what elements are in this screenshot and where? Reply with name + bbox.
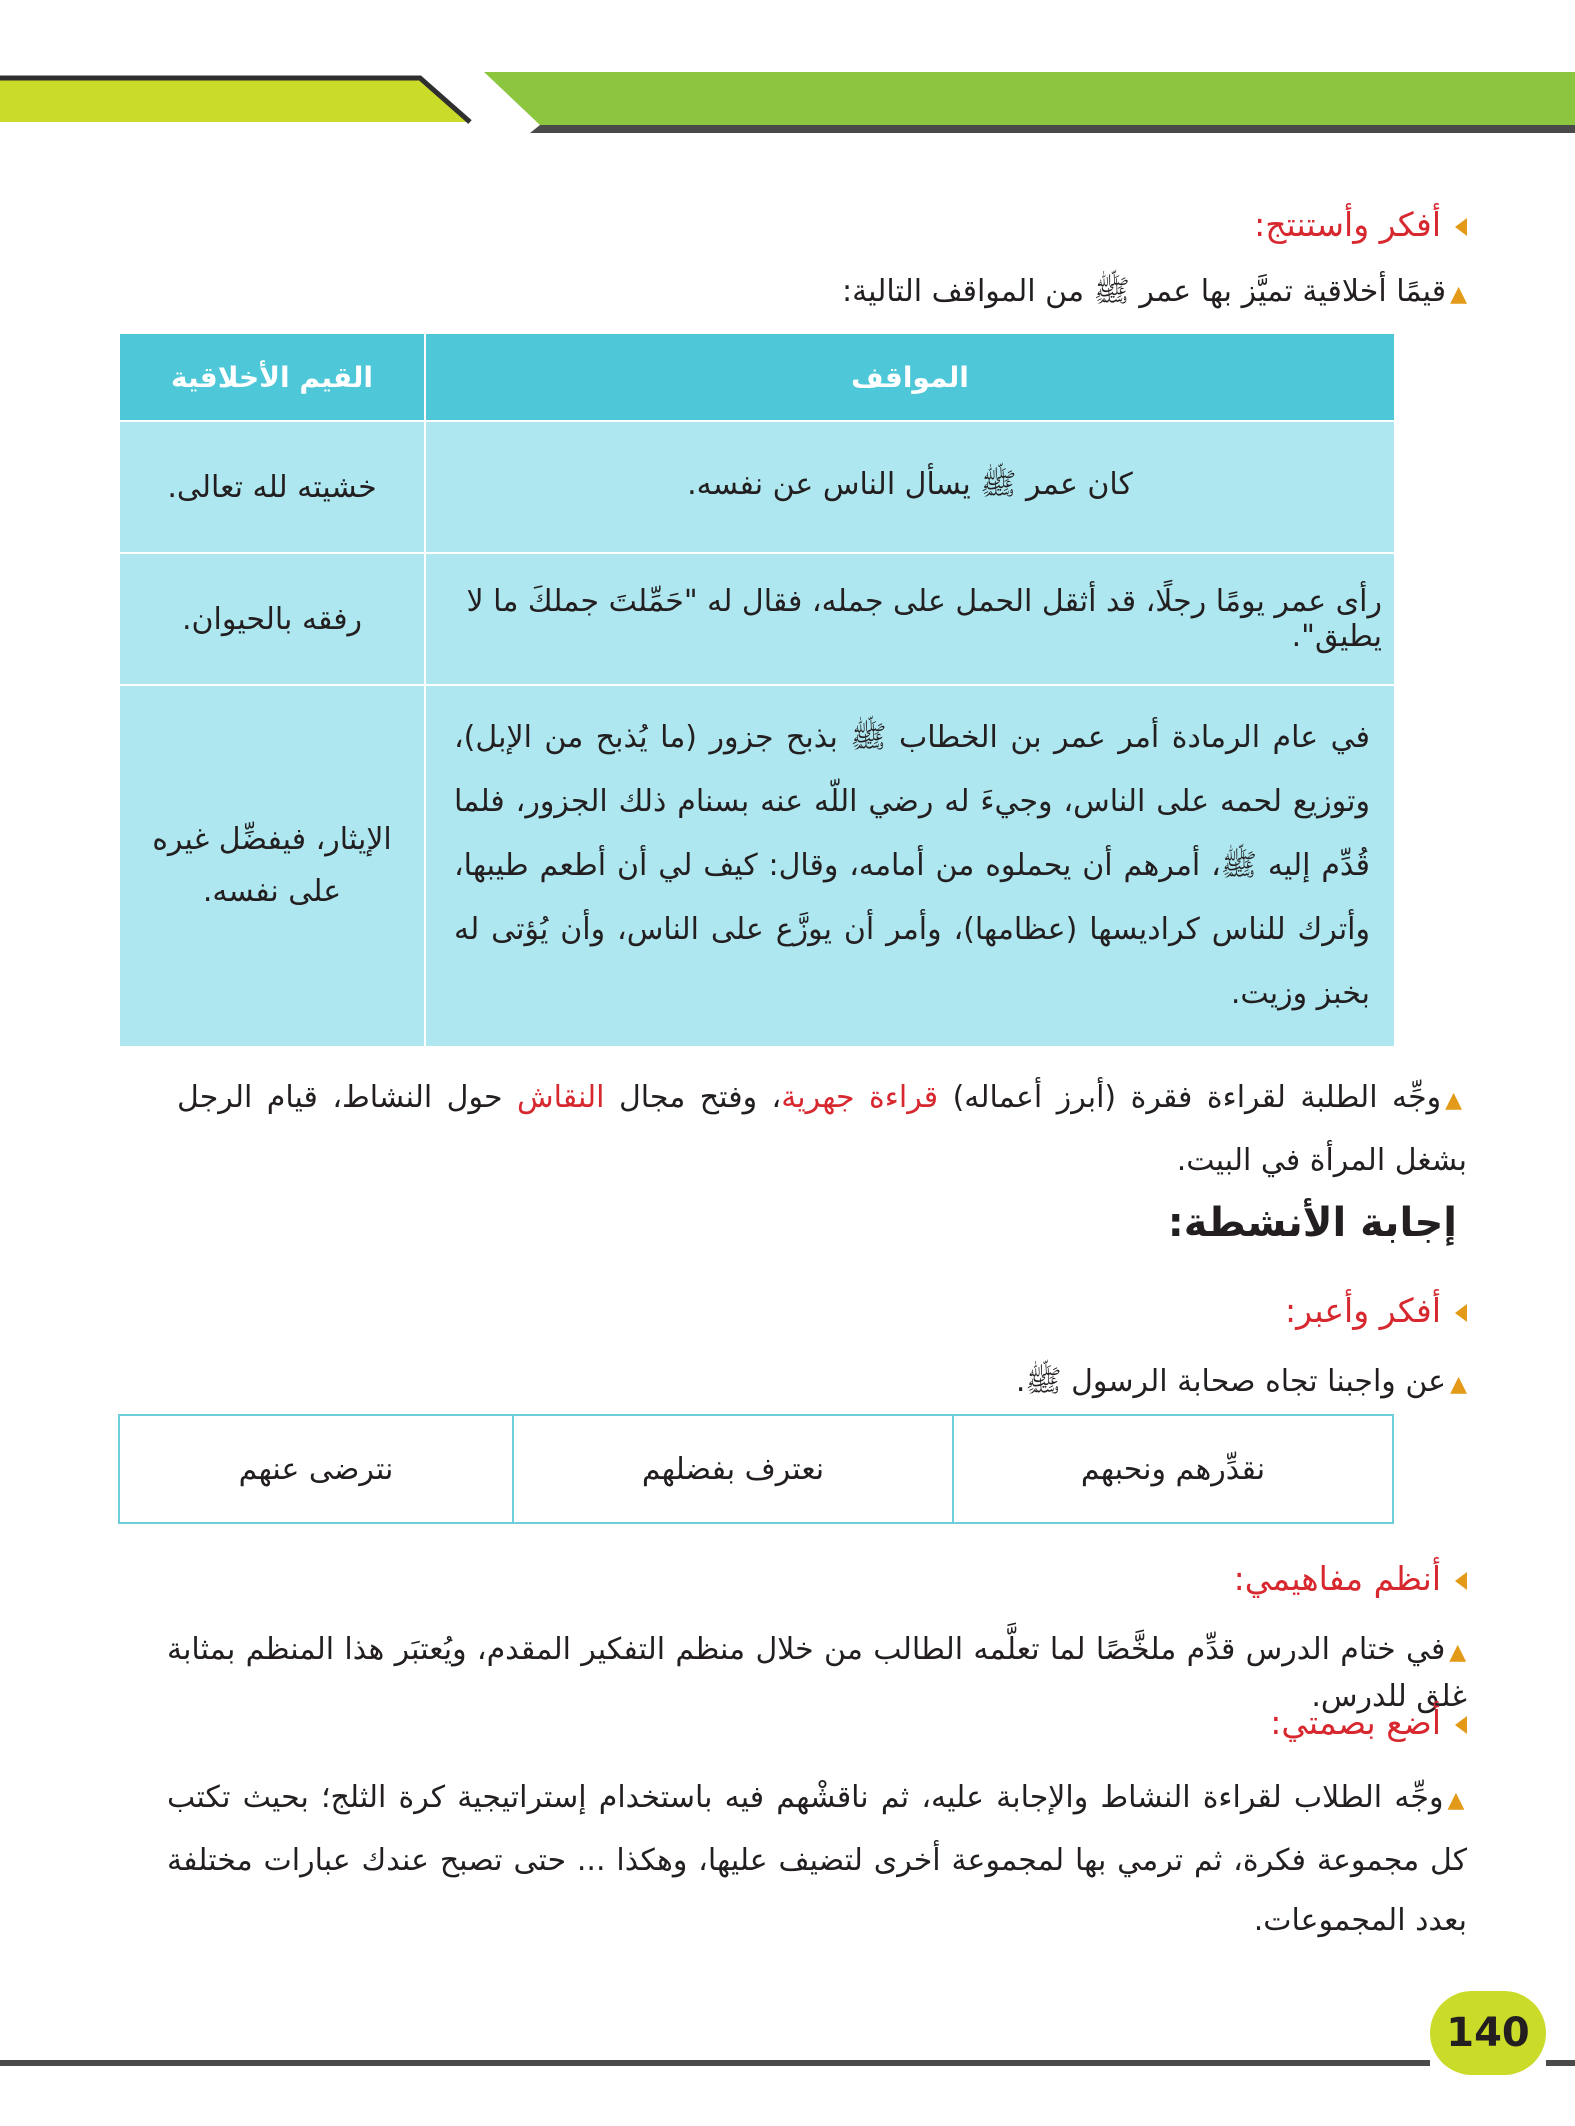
triangle-bullet-icon: [1455, 1304, 1467, 1322]
imprint-paragraph: [167, 1768, 1467, 1951]
direction-text-3: حول النشاط، قيام الرجل بشغل المرأة في البيت.: [177, 1080, 1467, 1178]
header-situations: المواقف: [425, 333, 1395, 421]
table-row: [119, 685, 1395, 1047]
direction-red-2: النقاش: [517, 1080, 605, 1115]
table-row: [119, 421, 1395, 553]
direction-text-1: وجِّه الطلبة لقراءة فقرة (أبرز أعماله): [938, 1080, 1442, 1115]
situation-cell: رأى عمر يومًا رجلًا، قد أثقل الحمل على جمله، فقال له "حَمِّلتَ جملكَ ما لا يطيق".: [425, 553, 1395, 685]
intro-paragraph: [167, 270, 1467, 317]
organize-text: في ختام الدرس قدِّم ملخَّصًا لما تعلَّمه الطالب من خلال منظم التفكير المقدم، ويُعتبَر هذا المنظم بمثابة غلق للدرس.: [167, 1632, 1467, 1714]
lime-band: [0, 78, 470, 122]
answers-title: إجابة الأنشطة:: [1167, 1200, 1457, 1246]
direction-text-2: ، وفتح مجال: [604, 1080, 782, 1115]
values-table: [118, 332, 1396, 1048]
duties-table: [118, 1414, 1394, 1524]
triangle-bullet-icon: [1455, 1716, 1467, 1734]
imprint-text: وجِّه الطلاب لقراءة النشاط والإجابة عليه، ثم ناقشْهم فيه باستخدام إستراتيجية كرة الثلج؛ بحيث تكتب كل مجموعة فكرة، ثم ترمي بها لمجموعة أخرى لتضيف عليها، وهكذا ... حتى تصبح عندك عبارات مختلفة بعدد المجموعات.: [167, 1780, 1467, 1938]
intro-text: قيمًا أخلاقية تميَّز بها عمر ﷺ من المواقف التالية:: [841, 274, 1447, 309]
arrow-bullet-icon: ▲: [1449, 1640, 1467, 1665]
table-row: [119, 553, 1395, 685]
heading-organize-concepts: [1233, 1559, 1467, 1598]
direction-paragraph: [177, 1068, 1467, 1191]
arrow-bullet-icon: ▲: [1445, 1088, 1467, 1113]
duty-intro-text: عن واجبنا تجاه صحابة الرسول ﷺ.: [1015, 1364, 1447, 1399]
heading-think-express: [1285, 1291, 1467, 1330]
direction-red-1: قراءة جهرية: [781, 1080, 939, 1115]
green-band: [484, 72, 1575, 125]
heading-my-imprint: [1270, 1703, 1467, 1742]
value-cell: خشيته لله تعالى.: [119, 421, 425, 553]
footer-line: [0, 2060, 1430, 2066]
duty-cell: نقدِّرهم ونحبهم: [953, 1415, 1393, 1523]
table-row: [119, 1415, 1393, 1523]
page-number: 140: [1430, 1991, 1546, 2075]
arrow-bullet-icon: ▲: [1447, 1788, 1467, 1813]
arrow-bullet-icon: ▲: [1450, 282, 1467, 307]
heading-text: أنظم مفاهيمي:: [1233, 1559, 1441, 1598]
value-cell: رفقه بالحيوان.: [119, 553, 425, 685]
footer-line-end: [1546, 2060, 1575, 2066]
situation-cell: في عام الرمادة أمر عمر بن الخطاب ﷺ بذبح جزور (ما يُذبح من الإبل)، وتوزيع لحمه على الناس، وجيءَ له رضي اللّه عنه بسنام ذلك الجزور، فلما قُدِّم إليه ﷺ، أمرهم أن يحملوه من أمامه، وقال: كيف لي أن أطعم طيبها، وأترك للناس كراديسها (عظامها)، وأمر أن يوزَّع على الناس، وأن يُؤتى له بخبز وزيت.: [425, 685, 1395, 1047]
arrow-bullet-icon: ▲: [1450, 1372, 1467, 1397]
value-cell: الإيثار، فيفضِّل غيره على نفسه.: [119, 685, 425, 1047]
dark-underline: [530, 125, 1575, 133]
heading-text: أفكر وأعبر:: [1285, 1291, 1441, 1330]
triangle-bullet-icon: [1455, 1572, 1467, 1590]
heading-text: أفكر وأستنتج:: [1254, 205, 1441, 244]
duty-cell: نترضى عنهم: [119, 1415, 513, 1523]
heading-think-deduce: [1254, 205, 1467, 244]
header-banner: [0, 0, 1575, 150]
heading-text: أضع بصمتي:: [1270, 1703, 1441, 1742]
header-values: القيم الأخلاقية: [119, 333, 425, 421]
duty-intro-paragraph: [167, 1360, 1467, 1407]
triangle-bullet-icon: [1455, 218, 1467, 236]
duty-cell: نعترف بفضلهم: [513, 1415, 953, 1523]
situation-cell: كان عمر ﷺ يسأل الناس عن نفسه.: [425, 421, 1395, 553]
table-header-row: [119, 333, 1395, 421]
